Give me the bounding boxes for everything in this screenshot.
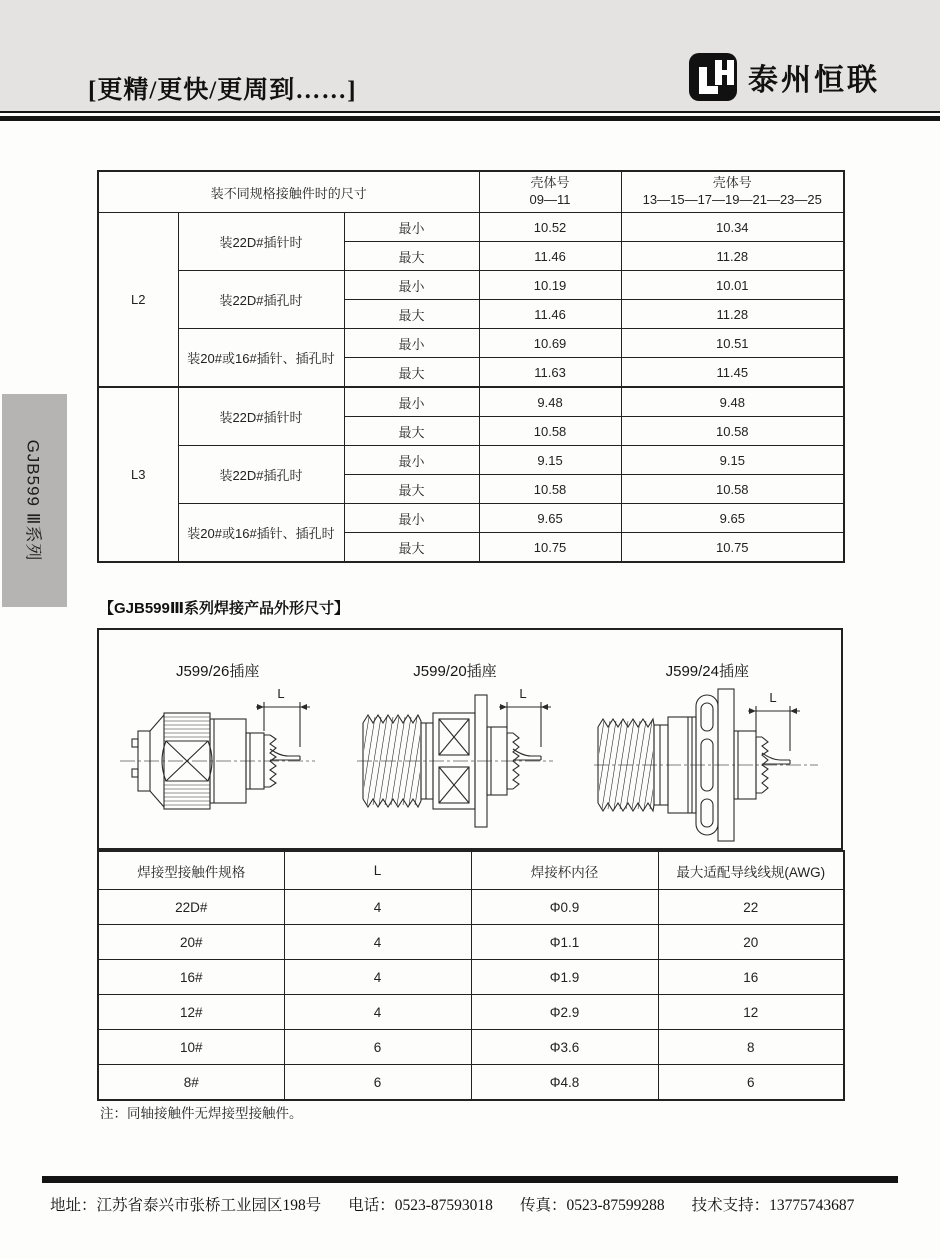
connector-drawing-j599-26 (118, 683, 318, 833)
bound-cell: 最小 (344, 387, 479, 417)
config-cell: 装20#或16#插针、插孔时 (178, 504, 344, 563)
value-cell: 12 (658, 995, 844, 1030)
value-cell: 11.46 (479, 242, 621, 271)
connector-drawing-j599-24 (592, 683, 822, 847)
bound-cell: 最小 (344, 271, 479, 300)
value-cell: 11.63 (479, 358, 621, 388)
footer-phone: 电话：0523-87593018 (348, 1197, 493, 1214)
value-cell: 4 (284, 925, 471, 960)
value-cell: 10.69 (479, 329, 621, 358)
value-cell: Φ2.9 (471, 995, 658, 1030)
series-side-tab (2, 394, 67, 607)
value-cell: 9.15 (479, 446, 621, 475)
figure-j599-26 (118, 630, 318, 833)
config-cell: 装22D#插孔时 (178, 271, 344, 329)
shell-col1-header (479, 171, 621, 213)
shell-label: 壳体号 (530, 175, 570, 191)
table-header-row (98, 851, 844, 890)
footer (50, 1193, 910, 1215)
value-cell: 11.28 (621, 300, 844, 329)
section-title: 【GJB599Ⅲ系列焊接产品外形尺寸】 (99, 600, 350, 617)
bound-cell: 最大 (344, 533, 479, 563)
value-cell: 10.58 (621, 417, 844, 446)
company-logo (688, 52, 880, 102)
value-cell: 10# (98, 1030, 284, 1065)
value-cell: 10.19 (479, 271, 621, 300)
table1-title-cell: 装不同规格接触件时的尺寸 (98, 171, 479, 213)
value-cell: 4 (284, 960, 471, 995)
footer-fax: 传真：0523-87599288 (519, 1197, 665, 1214)
value-cell: Φ3.6 (471, 1030, 658, 1065)
value-cell: 4 (284, 995, 471, 1030)
value-cell: 22 (658, 890, 844, 925)
table-row (98, 271, 844, 300)
header-rule-thick (0, 116, 940, 121)
value-cell: 10.51 (621, 329, 844, 358)
connector-drawing-j599-20 (355, 683, 555, 833)
config-cell: 装22D#插针时 (178, 387, 344, 446)
shell-sizes: 09—11 (529, 192, 571, 207)
value-cell: 10.01 (621, 271, 844, 300)
value-cell: Φ0.9 (471, 890, 658, 925)
value-cell: 10.75 (479, 533, 621, 563)
logo-company-name: 泰州恒联 (748, 64, 880, 97)
table-row (98, 1065, 844, 1101)
group-label-cell: L3 (98, 387, 178, 562)
outline-drawings-box (97, 628, 843, 850)
figure-title: J599/20插座 (413, 663, 497, 680)
value-cell: 16# (98, 960, 284, 995)
figure-j599-24 (592, 630, 822, 847)
value-cell: 8# (98, 1065, 284, 1101)
header-rule-thin (0, 111, 940, 113)
table-row (98, 1030, 844, 1065)
table-row (98, 329, 844, 358)
header-cell: L (284, 851, 471, 890)
value-cell: 16 (658, 960, 844, 995)
value-cell: 11.46 (479, 300, 621, 329)
solder-contact-table (97, 850, 845, 1101)
value-cell: 9.65 (479, 504, 621, 533)
bound-cell: 最大 (344, 358, 479, 388)
table-row (98, 960, 844, 995)
value-cell: 10.52 (479, 213, 621, 242)
figure-title: J599/26插座 (175, 663, 260, 680)
value-cell: 6 (658, 1065, 844, 1101)
value-cell: 12# (98, 995, 284, 1030)
value-cell: 10.58 (479, 475, 621, 504)
dimension-table (97, 170, 845, 563)
value-cell: Φ1.1 (471, 925, 658, 960)
shell-col2-header (621, 171, 844, 213)
shell-sizes: 13—15—17—19—21—23—25 (642, 192, 822, 207)
value-cell: 9.48 (479, 387, 621, 417)
bound-cell: 最大 (344, 242, 479, 271)
value-cell: 22D# (98, 890, 284, 925)
bound-cell: 最小 (344, 329, 479, 358)
value-cell: Φ1.9 (471, 960, 658, 995)
header-band (0, 0, 940, 111)
config-cell: 装20#或16#插针、插孔时 (178, 329, 344, 388)
table-row (98, 446, 844, 475)
dimension-label: L (277, 686, 285, 701)
footer-address: 地址：江苏省泰兴市张桥工业园区198号 (50, 1197, 322, 1214)
bound-cell: 最小 (344, 504, 479, 533)
bound-cell: 最小 (344, 213, 479, 242)
bound-cell: 最大 (344, 300, 479, 329)
value-cell: 10.58 (621, 475, 844, 504)
bound-cell: 最大 (344, 475, 479, 504)
bound-cell: 最小 (344, 446, 479, 475)
value-cell: 4 (284, 890, 471, 925)
table-row (98, 925, 844, 960)
table-row (98, 387, 844, 417)
figure-title: J599/24插座 (665, 663, 749, 680)
value-cell: 10.75 (621, 533, 844, 563)
value-cell: 9.15 (621, 446, 844, 475)
dimension-label: L (769, 690, 777, 705)
shell-label: 壳体号 (712, 175, 752, 191)
value-cell: 9.48 (621, 387, 844, 417)
value-cell: 10.34 (621, 213, 844, 242)
group-label-cell: L2 (98, 213, 178, 388)
table-row (98, 504, 844, 533)
figure-j599-20 (355, 630, 555, 833)
header-cell: 焊接型接触件规格 (98, 851, 284, 890)
dimension-label: L (519, 686, 527, 701)
footer-support: 技术支持：13775743687 (691, 1197, 855, 1214)
table-row (98, 890, 844, 925)
value-cell: 6 (284, 1065, 471, 1101)
bound-cell: 最大 (344, 417, 479, 446)
value-cell: 20# (98, 925, 284, 960)
value-cell: 6 (284, 1030, 471, 1065)
table-row (98, 213, 844, 242)
value-cell: 10.58 (479, 417, 621, 446)
value-cell: 8 (658, 1030, 844, 1065)
header-cell: 焊接杯内径 (471, 851, 658, 890)
footnote: 注：同轴接触件无焊接型接触件。 (100, 1106, 303, 1121)
header-cell: 最大适配导线线规(AWG) (658, 851, 844, 890)
series-side-tab-label: GJB599 Ⅲ系列 (23, 439, 42, 562)
value-cell: 9.65 (621, 504, 844, 533)
table-row (98, 995, 844, 1030)
footer-rule (42, 1176, 898, 1183)
header-slogan: [更精/更快/更周到……] (88, 77, 357, 104)
table-header-row (98, 171, 844, 213)
value-cell: Φ4.8 (471, 1065, 658, 1101)
config-cell: 装22D#插针时 (178, 213, 344, 271)
value-cell: 20 (658, 925, 844, 960)
logo-lh-icon (688, 52, 738, 102)
value-cell: 11.28 (621, 242, 844, 271)
value-cell: 11.45 (621, 358, 844, 388)
config-cell: 装22D#插孔时 (178, 446, 344, 504)
